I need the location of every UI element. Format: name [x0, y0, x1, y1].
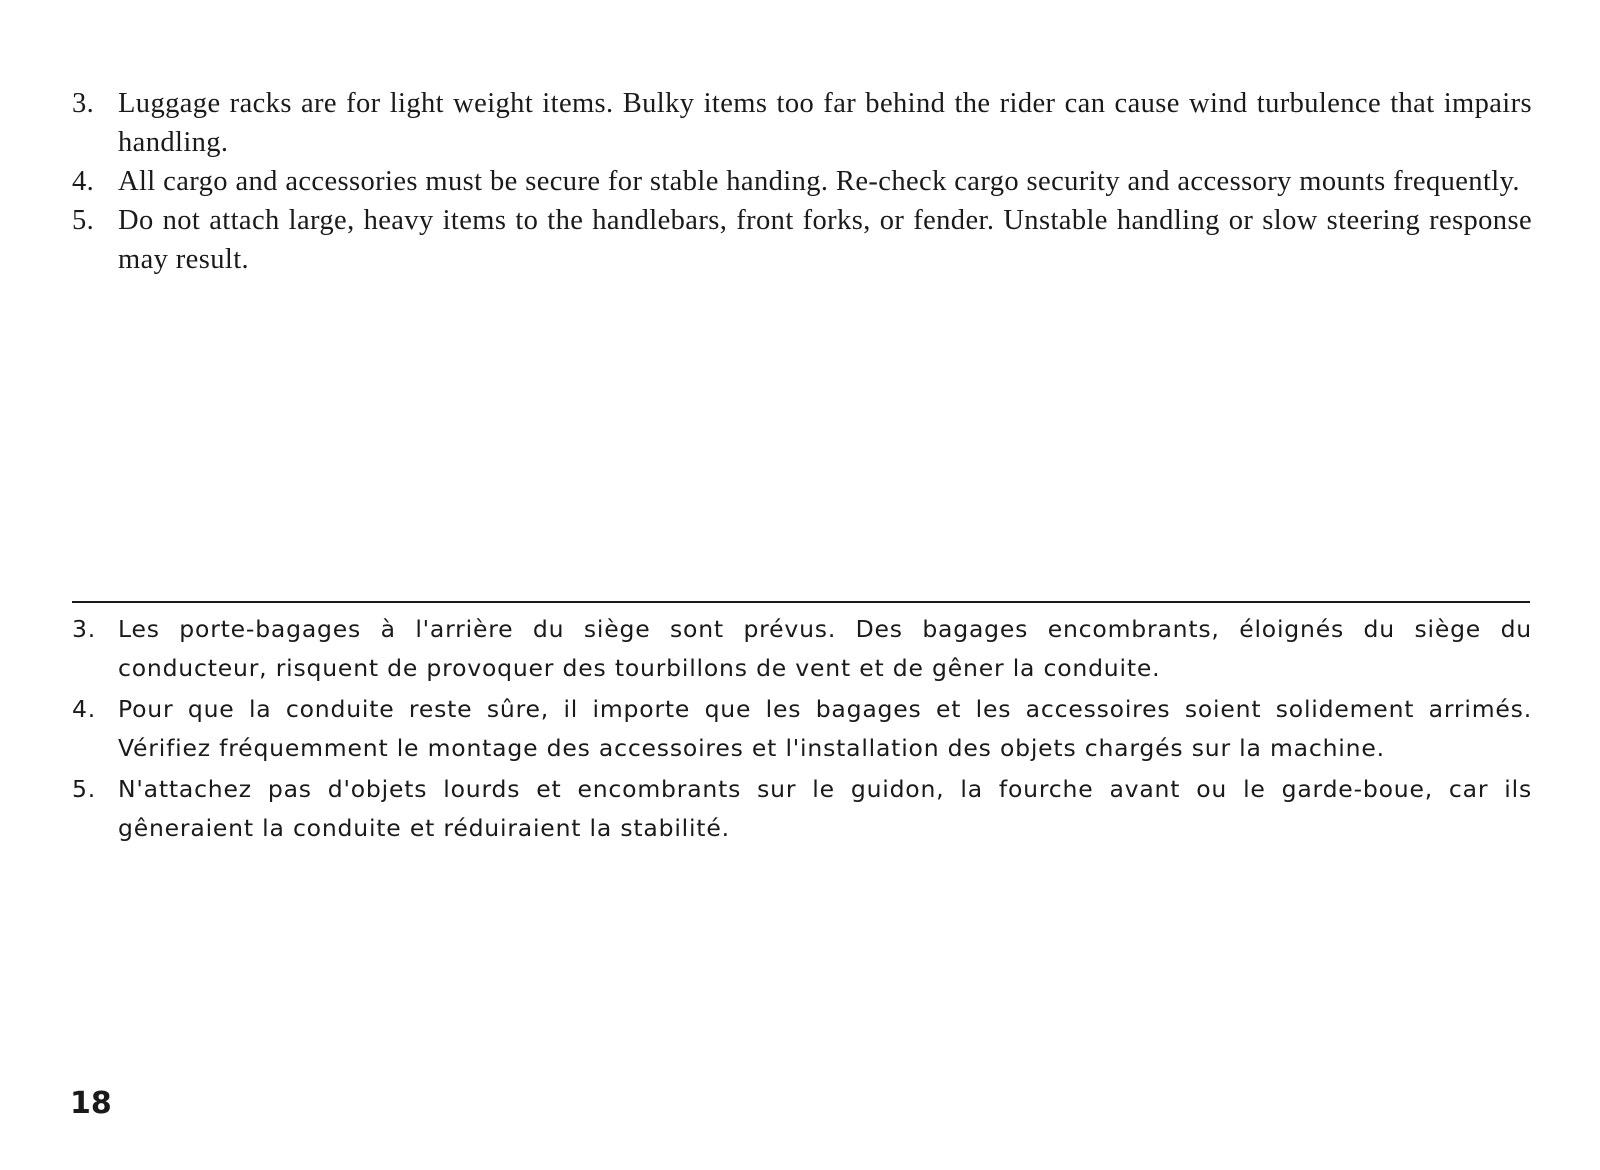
item-text: Do not attach large, heavy items to the handlebars, front forks, or fender. Unstable handling or slow steering response may result.	[118, 205, 1532, 275]
item-number: 4.	[72, 695, 97, 723]
item-number: 5.	[72, 775, 97, 803]
english-item-5	[72, 201, 1532, 279]
english-instructions	[72, 84, 1532, 279]
item-text: N'attachez pas d'objets lourds et encombrants sur le guidon, la fourche avant ou le garde-boue, car ils gêneraient la conduite et réduiraient la stabilité.	[118, 775, 1532, 842]
french-item-5	[72, 770, 1532, 848]
english-item-3	[72, 84, 1532, 162]
section-divider	[72, 601, 1530, 603]
item-text: All cargo and accessories must be secure for stable handing. Re-check cargo security and accessory mounts frequently.	[118, 166, 1520, 197]
item-text: Luggage racks are for light weight items. Bulky items too far behind the rider can cause wind turbulence that impairs handling.	[118, 88, 1532, 158]
item-number: 4.	[72, 166, 95, 197]
french-item-3	[72, 610, 1532, 688]
item-text: Pour que la conduite reste sûre, il importe que les bagages et les accessoires soient solidement arrimés. Vérifiez fréquemment le montage des accessoires et l'installation des objets chargés sur la machine.	[118, 695, 1532, 762]
item-text: Les porte-bagages à l'arrière du siège sont prévus. Des bagages encombrants, éloignés du siège du conducteur, risquent de provoquer des tourbillons de vent et de gêner la conduite.	[118, 615, 1532, 682]
english-item-4	[72, 162, 1532, 201]
french-instructions	[72, 610, 1532, 850]
item-number: 3.	[72, 615, 97, 643]
item-number: 5.	[72, 205, 95, 236]
item-number: 3.	[72, 88, 95, 119]
french-item-4	[72, 690, 1532, 768]
page-number: 18	[70, 1086, 112, 1121]
